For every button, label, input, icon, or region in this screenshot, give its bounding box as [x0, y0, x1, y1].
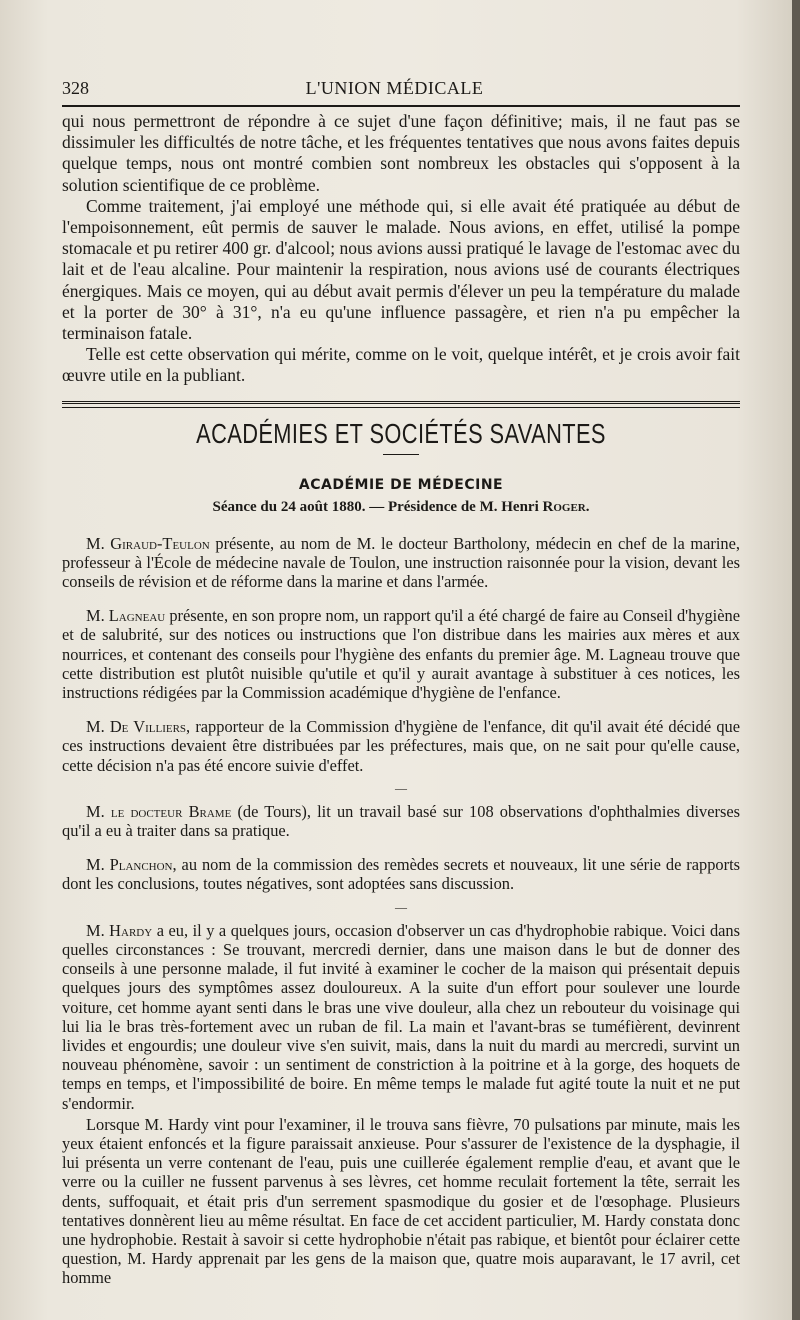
- intro-text: [62, 111, 740, 387]
- minutes-text: , au nom de la commission des remèdes secrets et nouveaux, lit une série de rapports dont les conclusions, toutes négatives, sont adoptées sans discussion.: [62, 855, 740, 894]
- speaker-name: M. Hardy: [86, 920, 153, 940]
- minutes: [62, 534, 740, 1288]
- section-divider: [62, 401, 740, 408]
- minutes-paragraph: [62, 534, 740, 592]
- minutes-paragraph: [62, 802, 740, 840]
- intro-paragraph: qui nous permettront de répondre à ce sujet d'une façon définitive; mais, il ne faut pas se dissimuler les difficultés de notre tâche, et les fréquentes tentatives que nous avons faites depuis quelque temps, nous ont montré combien sont nombreux les obstacles qui s'opposent à la solution scientifique de ce problème.: [62, 111, 740, 195]
- intro-paragraph: Comme traitement, j'ai employé une méthode qui, si elle avait été pratiquée au début de l'empoisonnement, eût permis de sauver le malade. Nous avions, en effet, utilisé la pompe stomacale et pu retirer 400 gr. d'alcool; nous avions aussi pratiqué le lavage de l'estomac avec du lait et de l'eau alcaline. Pour maintenir la respiration, nous avions usé de courants électriques énergiques. Mais ce moyen, qui au début avait permis d'élever un peu la température du malade et la porter de 30° à 31°, n'a eu qu'une influence passagère, et rien n'a pu empêcher la terminaison fatale.: [62, 195, 740, 344]
- minutes-text: , rapporteur de la Commission d'hygiène de l'enfance, dit qu'il avait été décidé que ces instructions devaient être distribuées par les préfectures, mais que, on ne sait pour qu'elle cause, cette décision n'a pas été encore suivie d'effet.: [62, 717, 740, 775]
- session-president: Roger: [542, 498, 586, 515]
- academy-title: ACADÉMIE DE MÉDECINE: [298, 476, 504, 493]
- minutes-text: présente, en son propre nom, un rapport qu'il a été chargé de faire au Conseil d'hygiène et de salubrité, sur des notices ou instructions que l'on distribue dans les mairies aux mères et aux nourrices, et contenant des conseils pour l'hygiène des enfants du premier âge. M. Lagneau trouve que cette distribution est plutôt nuisible qu'utile et qu'il y aurait avantage à substituer à ces notices, les instructions rédigées par la Commission académique d'hygiène de l'enfance.: [62, 606, 740, 703]
- minutes-paragraph: [62, 855, 740, 893]
- minutes-text: (de Tours), lit un travail basé sur 108 observations d'ophthalmies diverses qu'il a eu à traiter dans sa pratique.: [62, 801, 740, 841]
- title-underline: [383, 454, 419, 455]
- section-title: ACADÉMIES ET SOCIÉTÉS SAVANTES: [196, 417, 606, 449]
- minutes-text: Lorsque M. Hardy vint pour l'examiner, il le trouva sans fièvre, 70 pulsations par minute, mais les yeux étaient enfoncés et la figure paraissait anxieuse. Pour s'assurer de l'existence de la dysphagie, il lui présenta un verre contenant de l'eau, puis une cuillerée également remplie d'eau, et avant que le verre ou la cuiller ne fussent parvenus à ses lèvres, cet homme reculait fortement la tête, serrait les dents, suffoquait, et était pris d'un serrement spasmodique du gosier et de l'œsophage. Plusieurs tentatives donnèrent lieu au même résultat. En face de cet accident particulier, M. Hardy constata donc une hydrophobie. Restait à savoir si cette hydrophobie n'était pas rabique, et bientôt pour éclairer cette question, M. Hardy apprenait par les gens de la maison que, quatre mois auparavant, le 17 avril, cet homme: [62, 1114, 740, 1288]
- minutes-text: présente, au nom de M. le docteur Bartholony, médecin en chef de la marine, professeur à l'École de médecine navale de Toulon, une instruction raisonnée pour la vision, devant les conseils de révision et de réforme dans la marine et dans l'armée.: [62, 533, 740, 592]
- minutes-paragraph: [62, 921, 740, 1113]
- separator-dash: —: [395, 899, 407, 914]
- speaker-name: M. Planchon: [86, 855, 173, 875]
- session-end: .: [585, 498, 590, 515]
- minutes-paragraph: [62, 717, 740, 775]
- session-date: Séance du 24 août 1880. — Présidence de M. Henri: [212, 498, 539, 515]
- speaker-name: M. De Villiers: [86, 717, 187, 737]
- minutes-text: a eu, il y a quelques jours, occasion d'observer un cas d'hydrophobie rabique. Voici dans quelles circonstances : Se trouvant, mercredi dernier, dans une maison dans le but de donner des conseils à une personne malade, il fut invité à examiner le cocher de la maison qui présentait depuis quelques jours des symptômes assez douloureux. A la suite d'un effort pour soulever une lourde voiture, cet homme ayant senti dans le bras une vive douleur, alla chez un rebouteur du voisinage qui lui lia le bras très-fortement avec un ruban de fil. La main et l'avant-bras se tuméfièrent, devinrent livides et engourdis; une douleur vive s'en suivit, mais, dans la nuit du mardi au mercredi, survint un nouveau phénomène, savoir : un sentiment de constriction à la poitrine et à la gorge, des hoquets de temps en temps, et l'impossibilité de boire. En même temps le malade fut agité toute la nuit et ne put s'endormir.: [62, 920, 741, 1113]
- session-line: [62, 499, 740, 516]
- header-rule: [62, 105, 740, 107]
- running-title: L'UNION MÉDICALE: [305, 78, 484, 98]
- page-number: 328: [62, 78, 89, 98]
- intro-paragraph: Telle est cette observation qui mérite, comme on le voit, quelque intérêt, et je crois avoir fait œuvre utile en la publiant.: [62, 344, 740, 386]
- speaker-name: M. Lagneau: [86, 606, 166, 626]
- speaker-name: M. le docteur Brame: [86, 801, 232, 821]
- minutes-paragraph: [62, 606, 740, 702]
- page-header: [62, 0, 740, 99]
- speaker-name: M. Giraud-Teulon: [86, 533, 210, 553]
- separator-dash: —: [395, 780, 407, 795]
- minutes-paragraph: [62, 1115, 740, 1288]
